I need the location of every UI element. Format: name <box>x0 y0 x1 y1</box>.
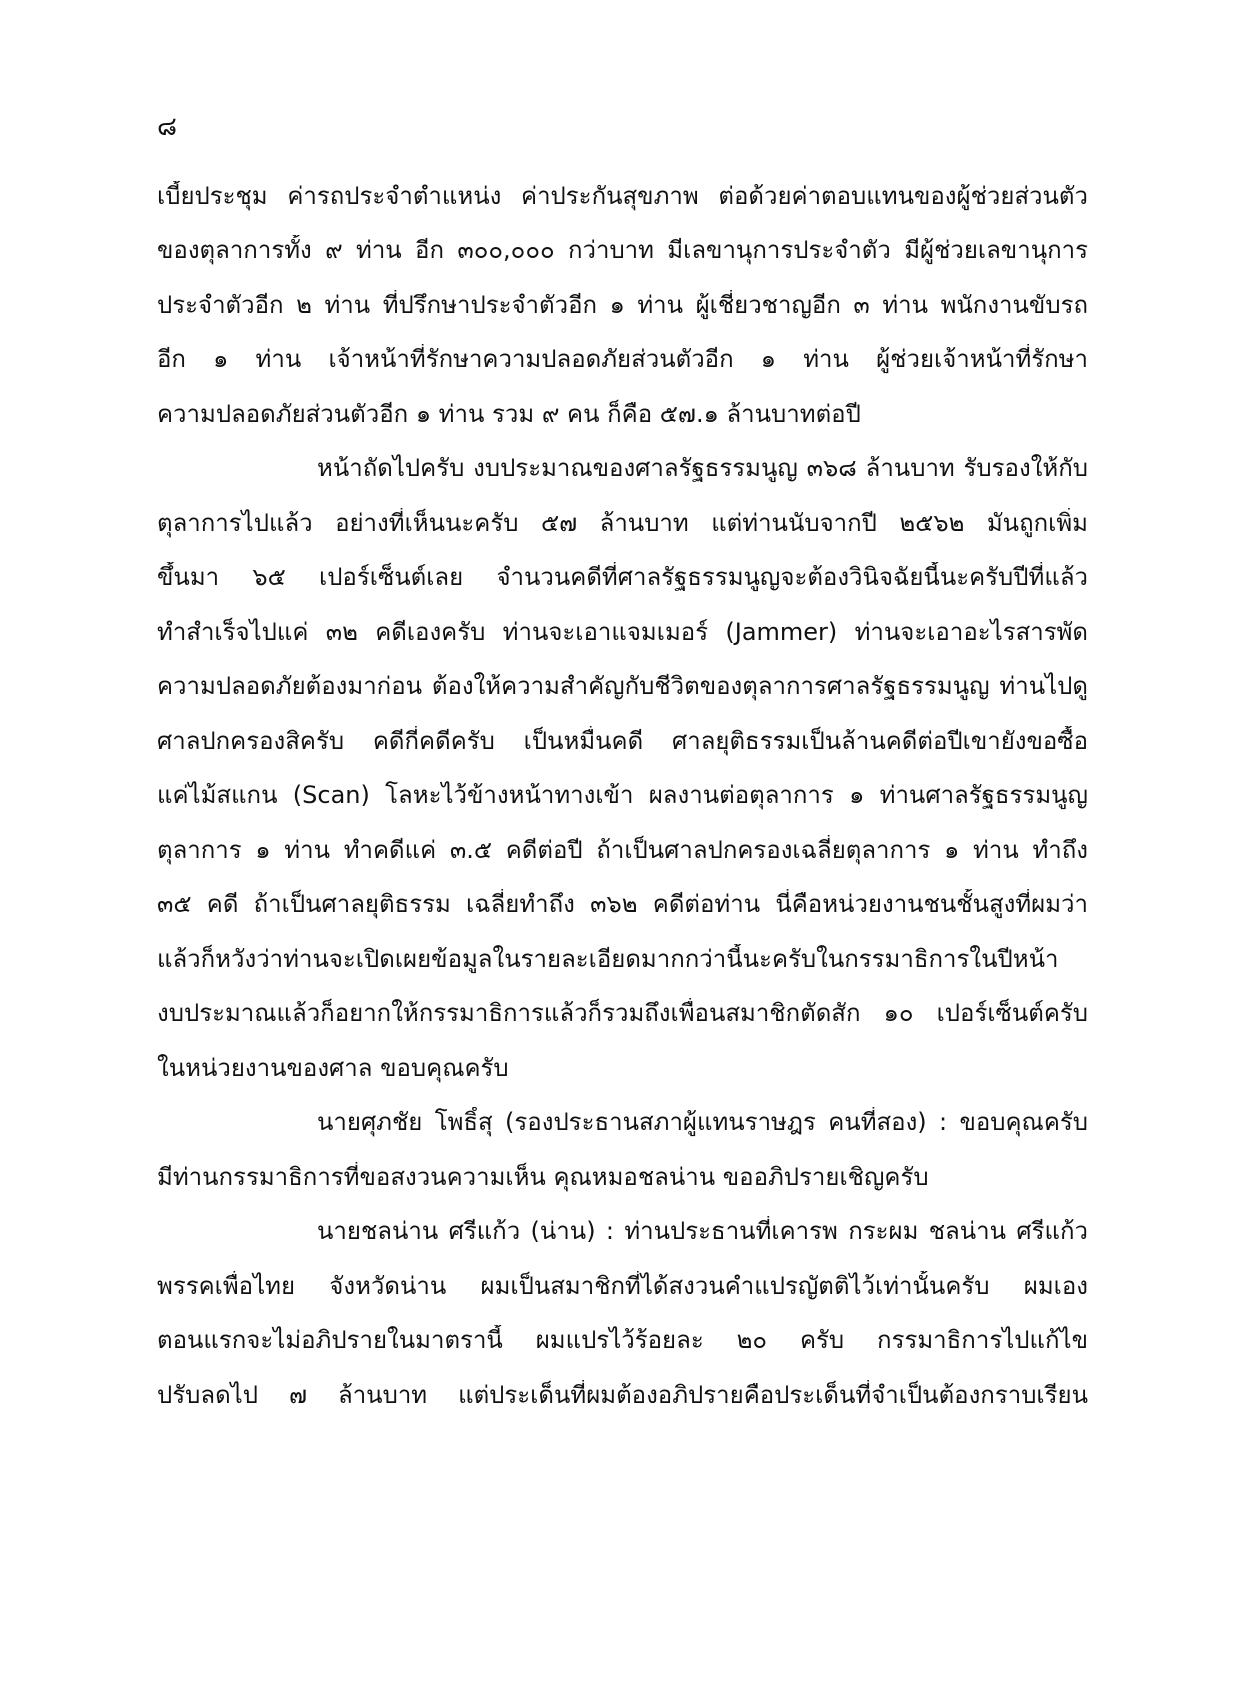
text-line: ตอนแรกจะไม่อภิปรายในมาตรานี้ ผมแปรไว้ร้อยละ ๒๐ ครับ กรรมาธิการไปแก้ไข <box>157 1326 1088 1354</box>
speaker-line: นายศุภชัย โพธิ์สุ (รองประธานสภาผู้แทนราษฎร คนที่สอง) : ขอบคุณครับ <box>317 1108 1088 1136</box>
text-line: ตุลาการ ๑ ท่าน ทำคดีแค่ ๓.๕ คดีต่อปี ถ้าเป็นศาลปกครองเฉลี่ยตุลาการ ๑ ท่าน ทำถึง <box>157 836 1088 864</box>
text-line: ความปลอดภัยส่วนตัวอีก ๑ ท่าน รวม ๙ คน ก็คือ ๕๗.๑ ล้านบาทต่อปี <box>157 400 861 428</box>
text-line: งบประมาณแล้วก็อยากให้กรรมาธิการแล้วก็รวมถึงเพื่อนสมาชิกตัดสัก ๑๐ เปอร์เซ็นต์ครับ <box>157 999 1088 1027</box>
text-line: เบี้ยประชุม ค่ารถประจำตำแหน่ง ค่าประกันสุขภาพ ต่อด้วยค่าตอบแทนของผู้ช่วยส่วนตัว <box>157 182 1088 210</box>
text-line: ทำสำเร็จไปแค่ ๓๒ คดีเองครับ ท่านจะเอาแจมเมอร์ (Jammer) ท่านจะเอาอะไรสารพัด <box>157 618 1088 646</box>
text-line: ปรับลดไป ๗ ล้านบาท แต่ประเด็นที่ผมต้องอภิปรายคือประเด็นที่จำเป็นต้องกราบเรียน <box>157 1381 1088 1409</box>
text-line: ในหน่วยงานของศาล ขอบคุณครับ <box>157 1054 509 1082</box>
text-line: ศาลปกครองสิครับ คดีกี่คดีครับ เป็นหมื่นคดี ศาลยุติธรรมเป็นล้านคดีต่อปีเขายังขอซื้อ <box>157 727 1088 755</box>
text-line: พรรคเพื่อไทย จังหวัดน่าน ผมเป็นสมาชิกที่ได้สงวนคำแปรญัตติไว้เท่านั้นครับ ผมเอง <box>157 1272 1088 1300</box>
text-line: แค่ไม้สแกน (Scan) โลหะไว้ข้างหน้าทางเข้า ผลงานต่อตุลาการ ๑ ท่านศาลรัฐธรรมนูญ <box>157 781 1088 809</box>
paragraph-first-line: หน้าถัดไปครับ งบประมาณของศาลรัฐธรรมนูญ ๓๖๘ ล้านบาท รับรองให้กับ <box>317 454 1088 482</box>
text-line: ความปลอดภัยต้องมาก่อน ต้องให้ความสำคัญกับชีวิตของตุลาการศาลรัฐธรรมนูญ ท่านไปดู <box>157 672 1088 700</box>
text-line: มีท่านกรรมาธิการที่ขอสงวนความเห็น คุณหมอชลน่าน ขออภิปรายเชิญครับ <box>157 1163 929 1191</box>
text-line: ประจำตัวอีก ๒ ท่าน ที่ปรึกษาประจำตัวอีก ๑ ท่าน ผู้เชี่ยวชาญอีก ๓ ท่าน พนักงานขับรถ <box>157 291 1088 319</box>
text-line: อีก ๑ ท่าน เจ้าหน้าที่รักษาความปลอดภัยส่วนตัวอีก ๑ ท่าน ผู้ช่วยเจ้าหน้าที่รักษา <box>157 345 1088 373</box>
speaker-line: นายชลน่าน ศรีแก้ว (น่าน) : ท่านประธานที่เคารพ กระผม ชลน่าน ศรีแก้ว <box>317 1217 1088 1245</box>
page-number: ๘ <box>157 112 178 142</box>
text-line: แล้วก็หวังว่าท่านจะเปิดเผยข้อมูลในรายละเอียดมากกว่านี้นะครับในกรรมาธิการในปีหน้า <box>157 945 1059 973</box>
text-line: ของตุลาการทั้ง ๙ ท่าน อีก ๓๐๐,๐๐๐ กว่าบาท มีเลขานุการประจำตัว มีผู้ช่วยเลขานุการ <box>157 236 1088 264</box>
text-line: ๓๕ คดี ถ้าเป็นศาลยุติธรรม เฉลี่ยทำถึง ๓๖๒ คดีต่อท่าน นี่คือหน่วยงานชนชั้นสูงที่ผมว่า <box>157 890 1088 918</box>
text-line: ขึ้นมา ๖๕ เปอร์เซ็นต์เลย จำนวนคดีที่ศาลรัฐธรรมนูญจะต้องวินิจฉัยนี้นะครับปีที่แล้ว <box>157 563 1088 591</box>
text-line: ตุลาการไปแล้ว อย่างที่เห็นนะครับ ๕๗ ล้านบาท แต่ท่านนับจากปี ๒๕๖๒ มันถูกเพิ่ม <box>157 509 1088 537</box>
